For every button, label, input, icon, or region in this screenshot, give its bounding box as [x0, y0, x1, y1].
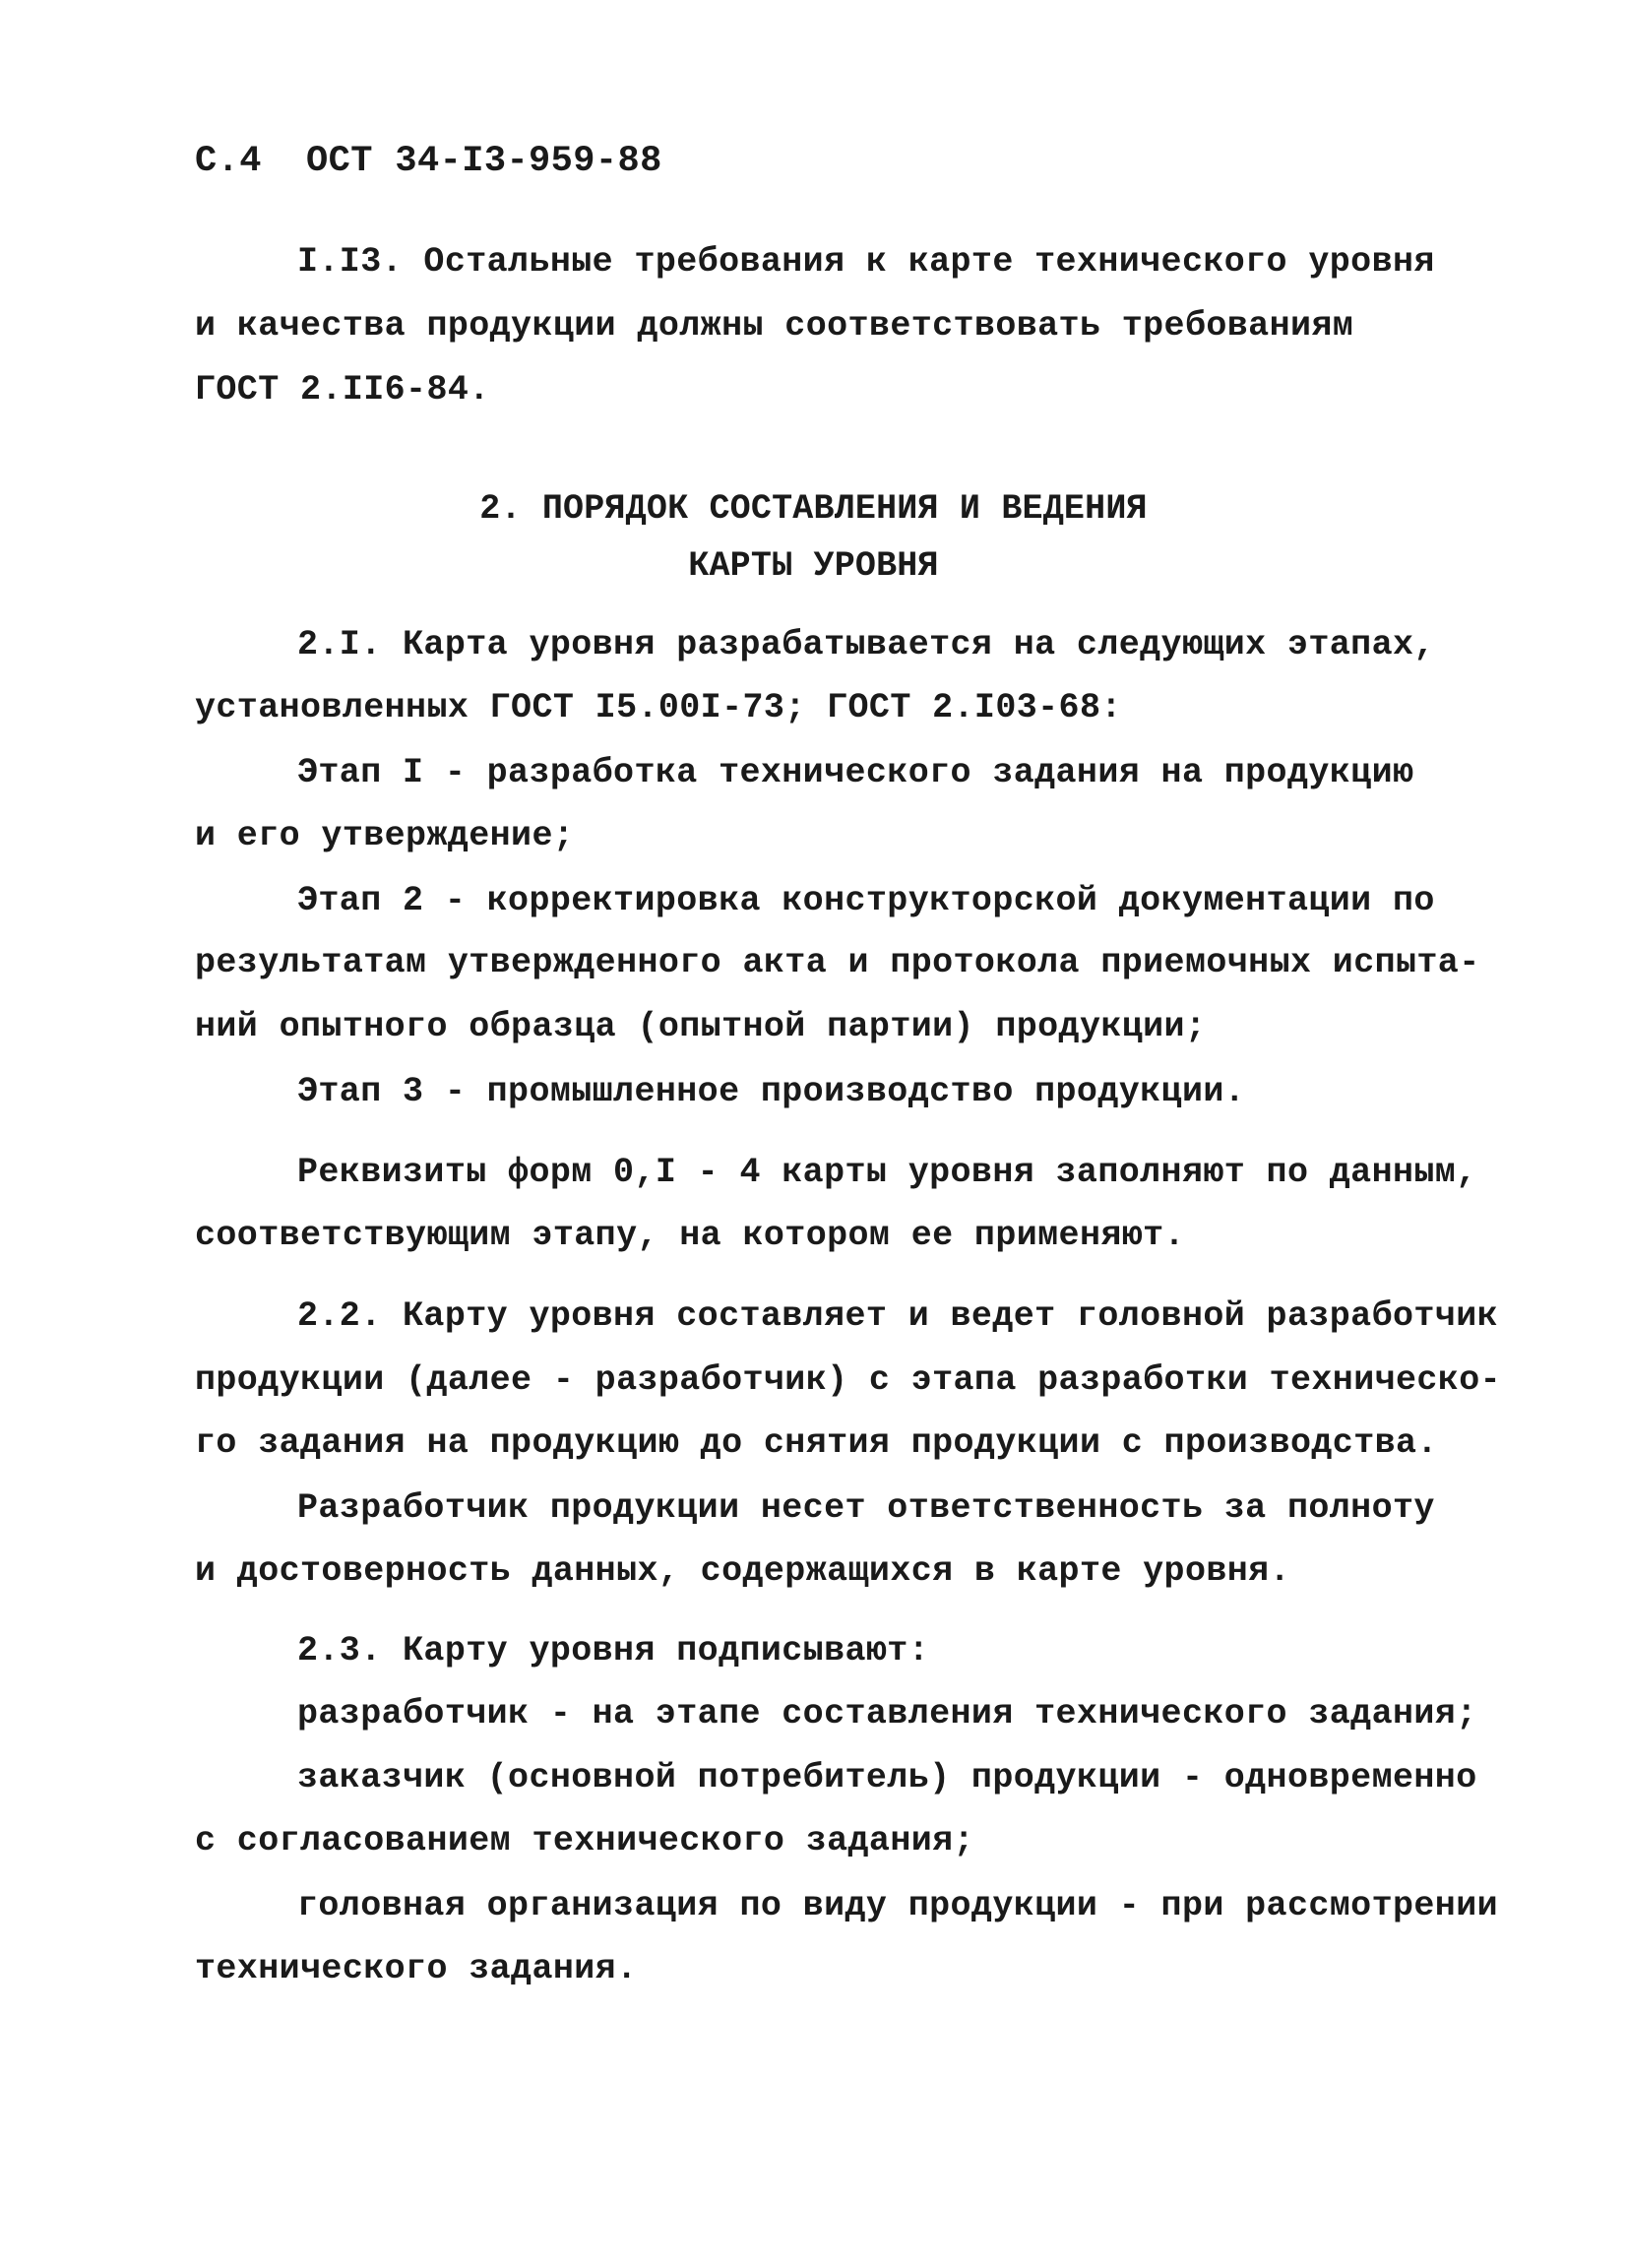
stage-1-line-1: Этап I - разработка технического задания на продукцию — [297, 753, 1414, 792]
paragraph-2-2-line-3: го задания на продукцию до снятия продукции с производства. — [195, 1423, 1438, 1463]
forms-note-line-2: соответствующим этапу, на котором ее применяют. — [195, 1216, 1185, 1255]
paragraph-2-2-line-2: продукции (далее - разработчик) с этапа разработки техническо- — [195, 1360, 1502, 1400]
stage-1-line-2: и его утверждение; — [195, 816, 575, 855]
forms-note-line-1: Реквизиты форм 0,I - 4 карты уровня заполняют по данным, — [297, 1153, 1477, 1192]
paragraph-2-1-line-2: установленных ГОСТ I5.00I-73; ГОСТ 2.I03-68: — [195, 688, 1122, 727]
signer-head-org-line-2: технического задания. — [195, 1949, 638, 1988]
section-2-heading-line-2: КАРТЫ УРОВНЯ — [688, 546, 939, 586]
paragraph-2-3-line-1: 2.3. Карту уровня подписывают: — [297, 1631, 930, 1670]
stage-2-line-3: ний опытного образца (опытной партии) продукции; — [195, 1007, 1207, 1046]
responsibility-line-1: Разработчик продукции несет ответственность за полноту — [297, 1488, 1435, 1528]
paragraph-1-13-line-3: ГОСТ 2.II6-84. — [195, 370, 490, 410]
signer-head-org-line-1: головная организация по виду продукции - при рассмотрении — [297, 1886, 1498, 1925]
responsibility-line-2: и достоверность данных, содержащихся в карте уровня. — [195, 1551, 1290, 1591]
signer-customer-line-1: заказчик (основной потребитель) продукции - одновременно — [297, 1758, 1477, 1797]
stage-3-line-1: Этап 3 - промышленное производство продукции. — [297, 1072, 1246, 1111]
paragraph-2-1-line-1: 2.I. Карта уровня разрабатывается на следующих этапах, — [297, 625, 1435, 664]
paragraph-1-13-line-1: I.I3. Остальные требования к карте технического уровня — [297, 242, 1435, 282]
signer-developer-line-1: разработчик - на этапе составления технического задания; — [297, 1694, 1477, 1733]
page-header: С.4 ОСТ 34-I3-959-88 — [195, 141, 662, 182]
section-2-heading-line-1: 2. ПОРЯДОК СОСТАВЛЕНИЯ И ВЕДЕНИЯ — [479, 489, 1148, 529]
signer-customer-line-2: с согласованием технического задания; — [195, 1821, 974, 1860]
paragraph-1-13-line-2: и качества продукции должны соответствовать требованиям — [195, 306, 1354, 346]
paragraph-2-2-line-1: 2.2. Карту уровня составляет и ведет головной разработчик — [297, 1296, 1498, 1336]
stage-2-line-2: результатам утвержденного акта и протокола приемочных испыта- — [195, 943, 1480, 982]
stage-2-line-1: Этап 2 - корректировка конструкторской документации по — [297, 881, 1435, 920]
